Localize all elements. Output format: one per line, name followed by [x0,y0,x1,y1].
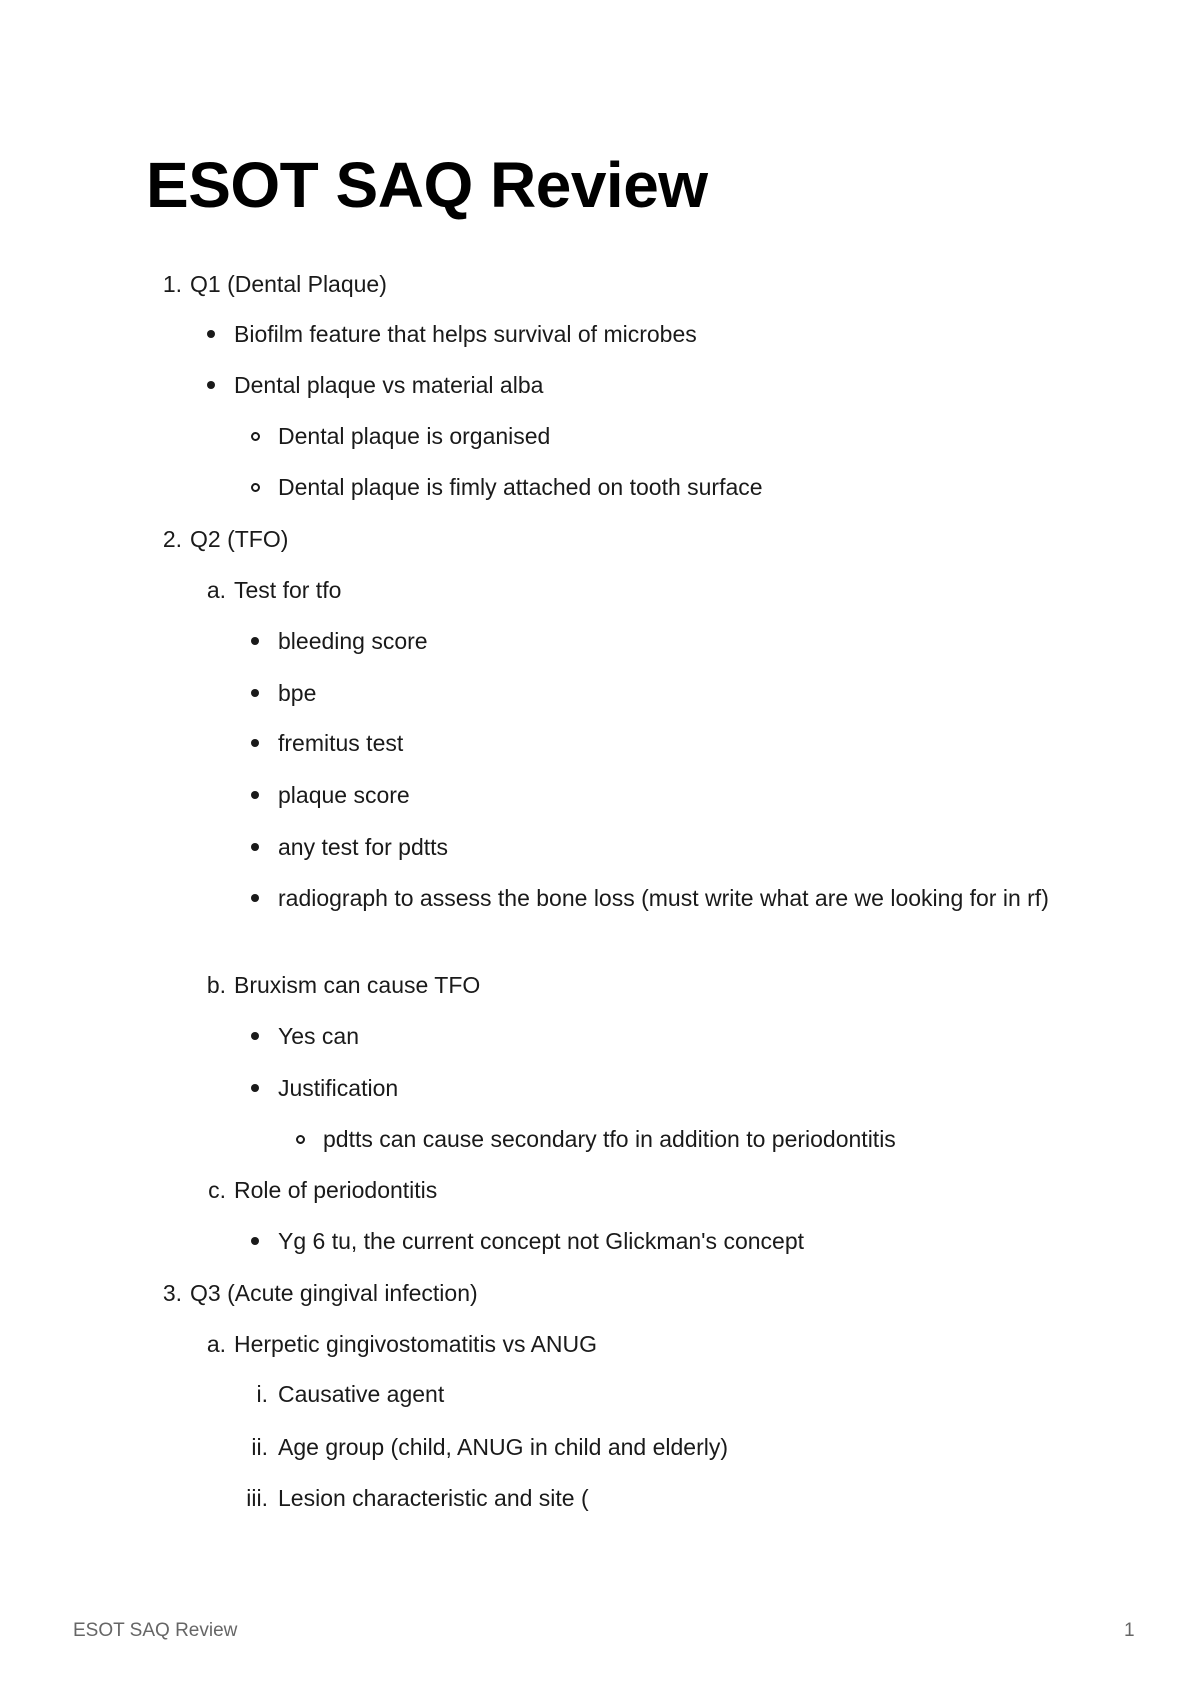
list-item-text: Lesion characteristic and site ( [278,1485,589,1511]
list-item-text: Test for tfo [234,577,342,603]
list-item [206,967,481,1003]
bullet-icon [251,637,259,645]
list-roman: i. [256,1381,268,1407]
list-item [278,829,448,865]
list-item [278,1070,398,1106]
list-item-text: bpe [278,680,317,706]
bullet-icon [251,894,259,902]
list-item [208,1172,438,1208]
list-item-text: any test for pdtts [278,834,449,860]
list-item-text: Biofilm feature that helps survival of microbes [234,321,697,347]
list-item-text: Herpetic gingivostomatitis vs ANUG [234,1331,598,1357]
list-item-text: Q2 (TFO) [190,526,289,552]
hollow-bullet-icon [251,432,260,441]
list-item [162,266,387,302]
hollow-bullet-icon [296,1135,305,1144]
list-item [278,725,403,761]
bullet-icon [251,1084,259,1092]
list-item-text: Age group (child, ANUG in child and elderly) [278,1434,729,1460]
list-item [206,572,342,608]
list-item-text: bleeding score [278,628,428,654]
footer-title: ESOT SAQ Review [73,1620,238,1641]
bullet-icon [251,1032,259,1040]
list-letter: a. [206,1331,226,1357]
document-title: ESOT SAQ Review [146,149,708,221]
list-item-text: Role of periodontitis [234,1177,438,1203]
list-item-text: Bruxism can cause TFO [234,972,481,998]
list-item-text: Yes can [278,1023,359,1049]
list-item [278,1223,804,1259]
list-item-text: Q3 (Acute gingival infection) [190,1280,478,1306]
list-item [162,521,289,557]
list-item-text: Causative agent [278,1381,445,1407]
bullet-icon [251,843,259,851]
list-item [278,469,763,505]
bullet-icon [251,739,259,747]
bullet-icon [251,1237,259,1245]
bullet-icon [207,381,215,389]
list-item [278,675,316,711]
list-item-text: Dental plaque is fimly attached on tooth surface [278,474,763,500]
list-item [246,1480,589,1516]
list-item-text: Yg 6 tu, the current concept not Glickman's concept [278,1228,805,1254]
list-number: 2. [162,526,182,552]
list-roman: ii. [251,1434,268,1460]
list-item [278,777,410,813]
bullet-icon [251,689,259,697]
bullet-icon [207,330,215,338]
list-roman: iii. [246,1485,268,1511]
list-item [278,880,1058,916]
list-item [234,367,543,403]
page-number: 1 [1124,1620,1135,1641]
list-item [323,1121,896,1157]
list-item [256,1376,445,1412]
list-item [234,316,697,352]
list-item [206,1326,598,1362]
list-item-text: Justification [278,1075,399,1101]
list-item-text: Dental plaque is organised [278,423,551,449]
list-item-text: plaque score [278,782,410,808]
list-letter: b. [206,972,226,998]
list-item [251,1429,729,1465]
list-letter: a. [206,577,226,603]
list-letter: c. [208,1177,226,1203]
hollow-bullet-icon [251,483,260,492]
list-item-text: pdtts can cause secondary tfo in addition to periodontitis [323,1126,896,1152]
list-item [162,1275,478,1311]
list-item-text: Dental plaque vs material alba [234,372,544,398]
list-item [278,418,550,454]
list-item-text: fremitus test [278,730,404,756]
list-item [278,623,428,659]
list-number: 3. [162,1280,182,1306]
list-item [278,1018,359,1054]
list-item-text: radiograph to assess the bone loss (must write what are we looking for in rf) [278,885,1049,911]
bullet-icon [251,791,259,799]
list-number: 1. [162,271,182,297]
list-item-text: Q1 (Dental Plaque) [190,271,387,297]
